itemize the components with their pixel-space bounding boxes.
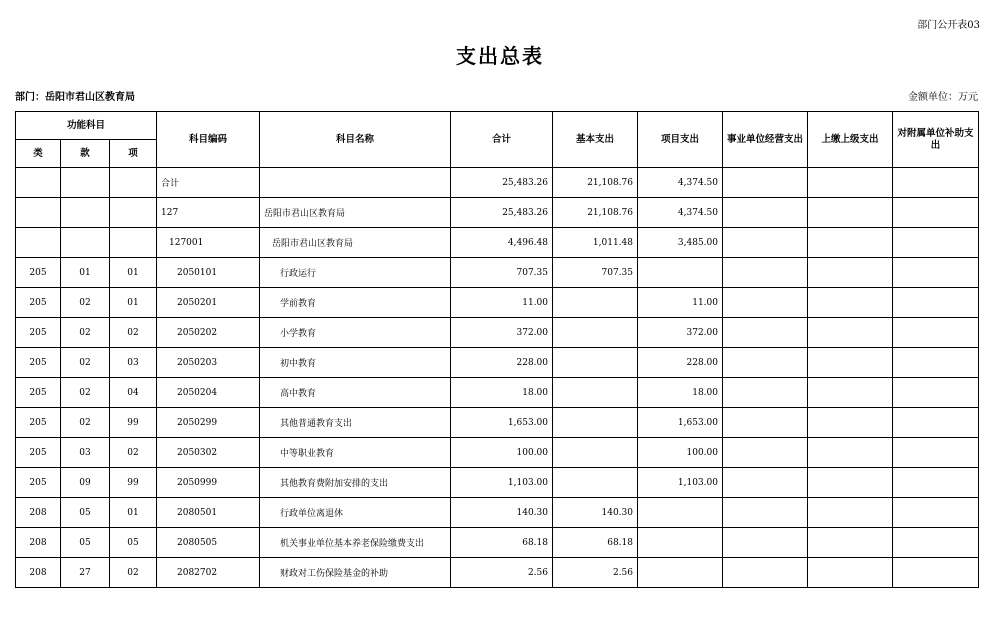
lei-cell: 208 [16, 558, 61, 588]
subsidy-cell [893, 378, 979, 408]
upper-cell [808, 318, 893, 348]
basic-cell: 68.18 [553, 528, 638, 558]
project-cell: 18.00 [638, 378, 723, 408]
basic-cell: 707.35 [553, 258, 638, 288]
name-cell: 其他教育费附加安排的支出 [260, 468, 451, 498]
lei-cell [16, 198, 61, 228]
total-cell: 1,103.00 [451, 468, 553, 498]
upper-cell [808, 228, 893, 258]
table-row [16, 168, 979, 198]
total-cell: 2.56 [451, 558, 553, 588]
total-cell: 100.00 [451, 438, 553, 468]
subsidy-cell [893, 198, 979, 228]
xiang-cell [110, 228, 157, 258]
basic-cell [553, 348, 638, 378]
department-label: 部门：岳阳市君山区教育局 [15, 92, 135, 103]
func-subject-header: 功能科目 [16, 112, 157, 140]
name-cell: 初中教育 [260, 348, 451, 378]
kuan-cell: 02 [61, 348, 110, 378]
code-cell: 2082702 [157, 558, 260, 588]
total-header: 合计 [451, 112, 553, 168]
subsidy-cell [893, 438, 979, 468]
total-cell: 25,483.26 [451, 168, 553, 198]
lei-header: 类 [16, 140, 61, 168]
total-cell: 228.00 [451, 348, 553, 378]
upper-cell [808, 528, 893, 558]
table-row [16, 468, 979, 498]
upper-header: 上缴上级支出 [808, 112, 893, 168]
kuan-cell: 27 [61, 558, 110, 588]
table-row [16, 228, 979, 258]
basic-header: 基本支出 [553, 112, 638, 168]
table-row [16, 528, 979, 558]
project-cell [638, 558, 723, 588]
kuan-cell [61, 198, 110, 228]
xiang-cell: 02 [110, 318, 157, 348]
xiang-cell: 03 [110, 348, 157, 378]
business-cell [723, 288, 808, 318]
table-row [16, 198, 979, 228]
table-row [16, 288, 979, 318]
upper-cell [808, 198, 893, 228]
name-cell: 岳阳市君山区教育局 [260, 228, 451, 258]
xiang-cell [110, 168, 157, 198]
xiang-cell: 02 [110, 558, 157, 588]
table-row [16, 318, 979, 348]
code-cell: 127 [157, 198, 260, 228]
code-cell: 2050999 [157, 468, 260, 498]
upper-cell [808, 378, 893, 408]
basic-cell [553, 378, 638, 408]
business-cell [723, 378, 808, 408]
xiang-cell [110, 198, 157, 228]
code-cell: 2080501 [157, 498, 260, 528]
amount-unit-label: 金额单位：万元 [908, 92, 978, 103]
subsidy-cell [893, 408, 979, 438]
name-cell: 其他普通教育支出 [260, 408, 451, 438]
lei-cell: 205 [16, 288, 61, 318]
business-cell [723, 258, 808, 288]
name-cell: 行政运行 [260, 258, 451, 288]
expenditure-table [15, 111, 979, 588]
project-cell: 4,374.50 [638, 168, 723, 198]
business-cell [723, 558, 808, 588]
code-cell: 127001 [157, 228, 260, 258]
code-cell: 2050302 [157, 438, 260, 468]
project-cell: 372.00 [638, 318, 723, 348]
lei-cell: 208 [16, 528, 61, 558]
subsidy-cell [893, 168, 979, 198]
kuan-cell: 02 [61, 408, 110, 438]
total-cell: 18.00 [451, 378, 553, 408]
total-cell: 140.30 [451, 498, 553, 528]
basic-cell [553, 408, 638, 438]
table-row [16, 258, 979, 288]
kuan-cell [61, 168, 110, 198]
subsidy-cell [893, 558, 979, 588]
basic-cell: 1,011.48 [553, 228, 638, 258]
code-cell: 2050204 [157, 378, 260, 408]
total-cell: 25,483.26 [451, 198, 553, 228]
basic-cell [553, 318, 638, 348]
project-cell: 1,653.00 [638, 408, 723, 438]
table-number-label: 部门公开表03 [917, 20, 980, 31]
name-cell [260, 168, 451, 198]
subsidy-cell [893, 348, 979, 378]
upper-cell [808, 168, 893, 198]
table-row [16, 438, 979, 468]
table-row [16, 408, 979, 438]
xiang-cell: 04 [110, 378, 157, 408]
table-row [16, 378, 979, 408]
subsidy-header: 对附属单位补助支出 [893, 112, 979, 168]
business-cell [723, 438, 808, 468]
basic-cell: 140.30 [553, 498, 638, 528]
basic-cell [553, 288, 638, 318]
code-cell: 2050202 [157, 318, 260, 348]
upper-cell [808, 468, 893, 498]
subsidy-cell [893, 258, 979, 288]
business-cell [723, 408, 808, 438]
name-cell: 中等职业教育 [260, 438, 451, 468]
subsidy-cell [893, 528, 979, 558]
code-cell: 2050203 [157, 348, 260, 378]
total-cell: 68.18 [451, 528, 553, 558]
project-cell: 1,103.00 [638, 468, 723, 498]
project-cell [638, 498, 723, 528]
project-cell: 228.00 [638, 348, 723, 378]
total-cell: 4,496.48 [451, 228, 553, 258]
upper-cell [808, 408, 893, 438]
kuan-cell [61, 228, 110, 258]
business-cell [723, 168, 808, 198]
kuan-header: 款 [61, 140, 110, 168]
kuan-cell: 02 [61, 378, 110, 408]
basic-cell: 2.56 [553, 558, 638, 588]
lei-cell: 205 [16, 378, 61, 408]
upper-cell [808, 348, 893, 378]
code-cell: 2050101 [157, 258, 260, 288]
kuan-cell: 05 [61, 528, 110, 558]
project-header: 项目支出 [638, 112, 723, 168]
project-cell: 3,485.00 [638, 228, 723, 258]
kuan-cell: 05 [61, 498, 110, 528]
project-cell [638, 528, 723, 558]
name-cell: 学前教育 [260, 288, 451, 318]
lei-cell: 205 [16, 258, 61, 288]
upper-cell [808, 558, 893, 588]
name-cell: 高中教育 [260, 378, 451, 408]
project-cell: 100.00 [638, 438, 723, 468]
business-cell [723, 348, 808, 378]
name-header: 科目名称 [260, 112, 451, 168]
kuan-cell: 09 [61, 468, 110, 498]
table-row [16, 558, 979, 588]
project-cell: 4,374.50 [638, 198, 723, 228]
business-cell [723, 318, 808, 348]
code-cell: 合计 [157, 168, 260, 198]
xiang-cell: 01 [110, 258, 157, 288]
upper-cell [808, 258, 893, 288]
table-body [16, 168, 979, 588]
kuan-cell: 01 [61, 258, 110, 288]
table-row [16, 498, 979, 528]
subsidy-cell [893, 318, 979, 348]
lei-cell: 205 [16, 318, 61, 348]
basic-cell [553, 468, 638, 498]
subsidy-cell [893, 288, 979, 318]
total-cell: 372.00 [451, 318, 553, 348]
xiang-cell: 05 [110, 528, 157, 558]
code-header: 科目编码 [157, 112, 260, 168]
xiang-cell: 99 [110, 408, 157, 438]
xiang-header: 项 [110, 140, 157, 168]
code-cell: 2050299 [157, 408, 260, 438]
upper-cell [808, 498, 893, 528]
name-cell: 小学教育 [260, 318, 451, 348]
basic-cell [553, 438, 638, 468]
upper-cell [808, 438, 893, 468]
project-cell [638, 258, 723, 288]
xiang-cell: 01 [110, 498, 157, 528]
xiang-cell: 01 [110, 288, 157, 318]
name-cell: 财政对工伤保险基金的补助 [260, 558, 451, 588]
name-cell: 机关事业单位基本养老保险缴费支出 [260, 528, 451, 558]
business-cell [723, 498, 808, 528]
table-row [16, 348, 979, 378]
total-cell: 707.35 [451, 258, 553, 288]
lei-cell [16, 168, 61, 198]
subsidy-cell [893, 498, 979, 528]
kuan-cell: 02 [61, 288, 110, 318]
business-cell [723, 198, 808, 228]
total-cell: 1,653.00 [451, 408, 553, 438]
business-cell [723, 528, 808, 558]
name-cell: 岳阳市君山区教育局 [260, 198, 451, 228]
upper-cell [808, 288, 893, 318]
business-cell [723, 228, 808, 258]
page-title: 支出总表 [456, 44, 544, 68]
name-cell: 行政单位离退休 [260, 498, 451, 528]
business-header: 事业单位经营支出 [723, 112, 808, 168]
code-cell: 2050201 [157, 288, 260, 318]
lei-cell: 205 [16, 348, 61, 378]
business-cell [723, 468, 808, 498]
lei-cell [16, 228, 61, 258]
basic-cell: 21,108.76 [553, 198, 638, 228]
basic-cell: 21,108.76 [553, 168, 638, 198]
subsidy-cell [893, 228, 979, 258]
project-cell: 11.00 [638, 288, 723, 318]
kuan-cell: 02 [61, 318, 110, 348]
code-cell: 2080505 [157, 528, 260, 558]
lei-cell: 205 [16, 468, 61, 498]
xiang-cell: 02 [110, 438, 157, 468]
lei-cell: 205 [16, 408, 61, 438]
lei-cell: 205 [16, 438, 61, 468]
subsidy-cell [893, 468, 979, 498]
xiang-cell: 99 [110, 468, 157, 498]
kuan-cell: 03 [61, 438, 110, 468]
lei-cell: 208 [16, 498, 61, 528]
total-cell: 11.00 [451, 288, 553, 318]
